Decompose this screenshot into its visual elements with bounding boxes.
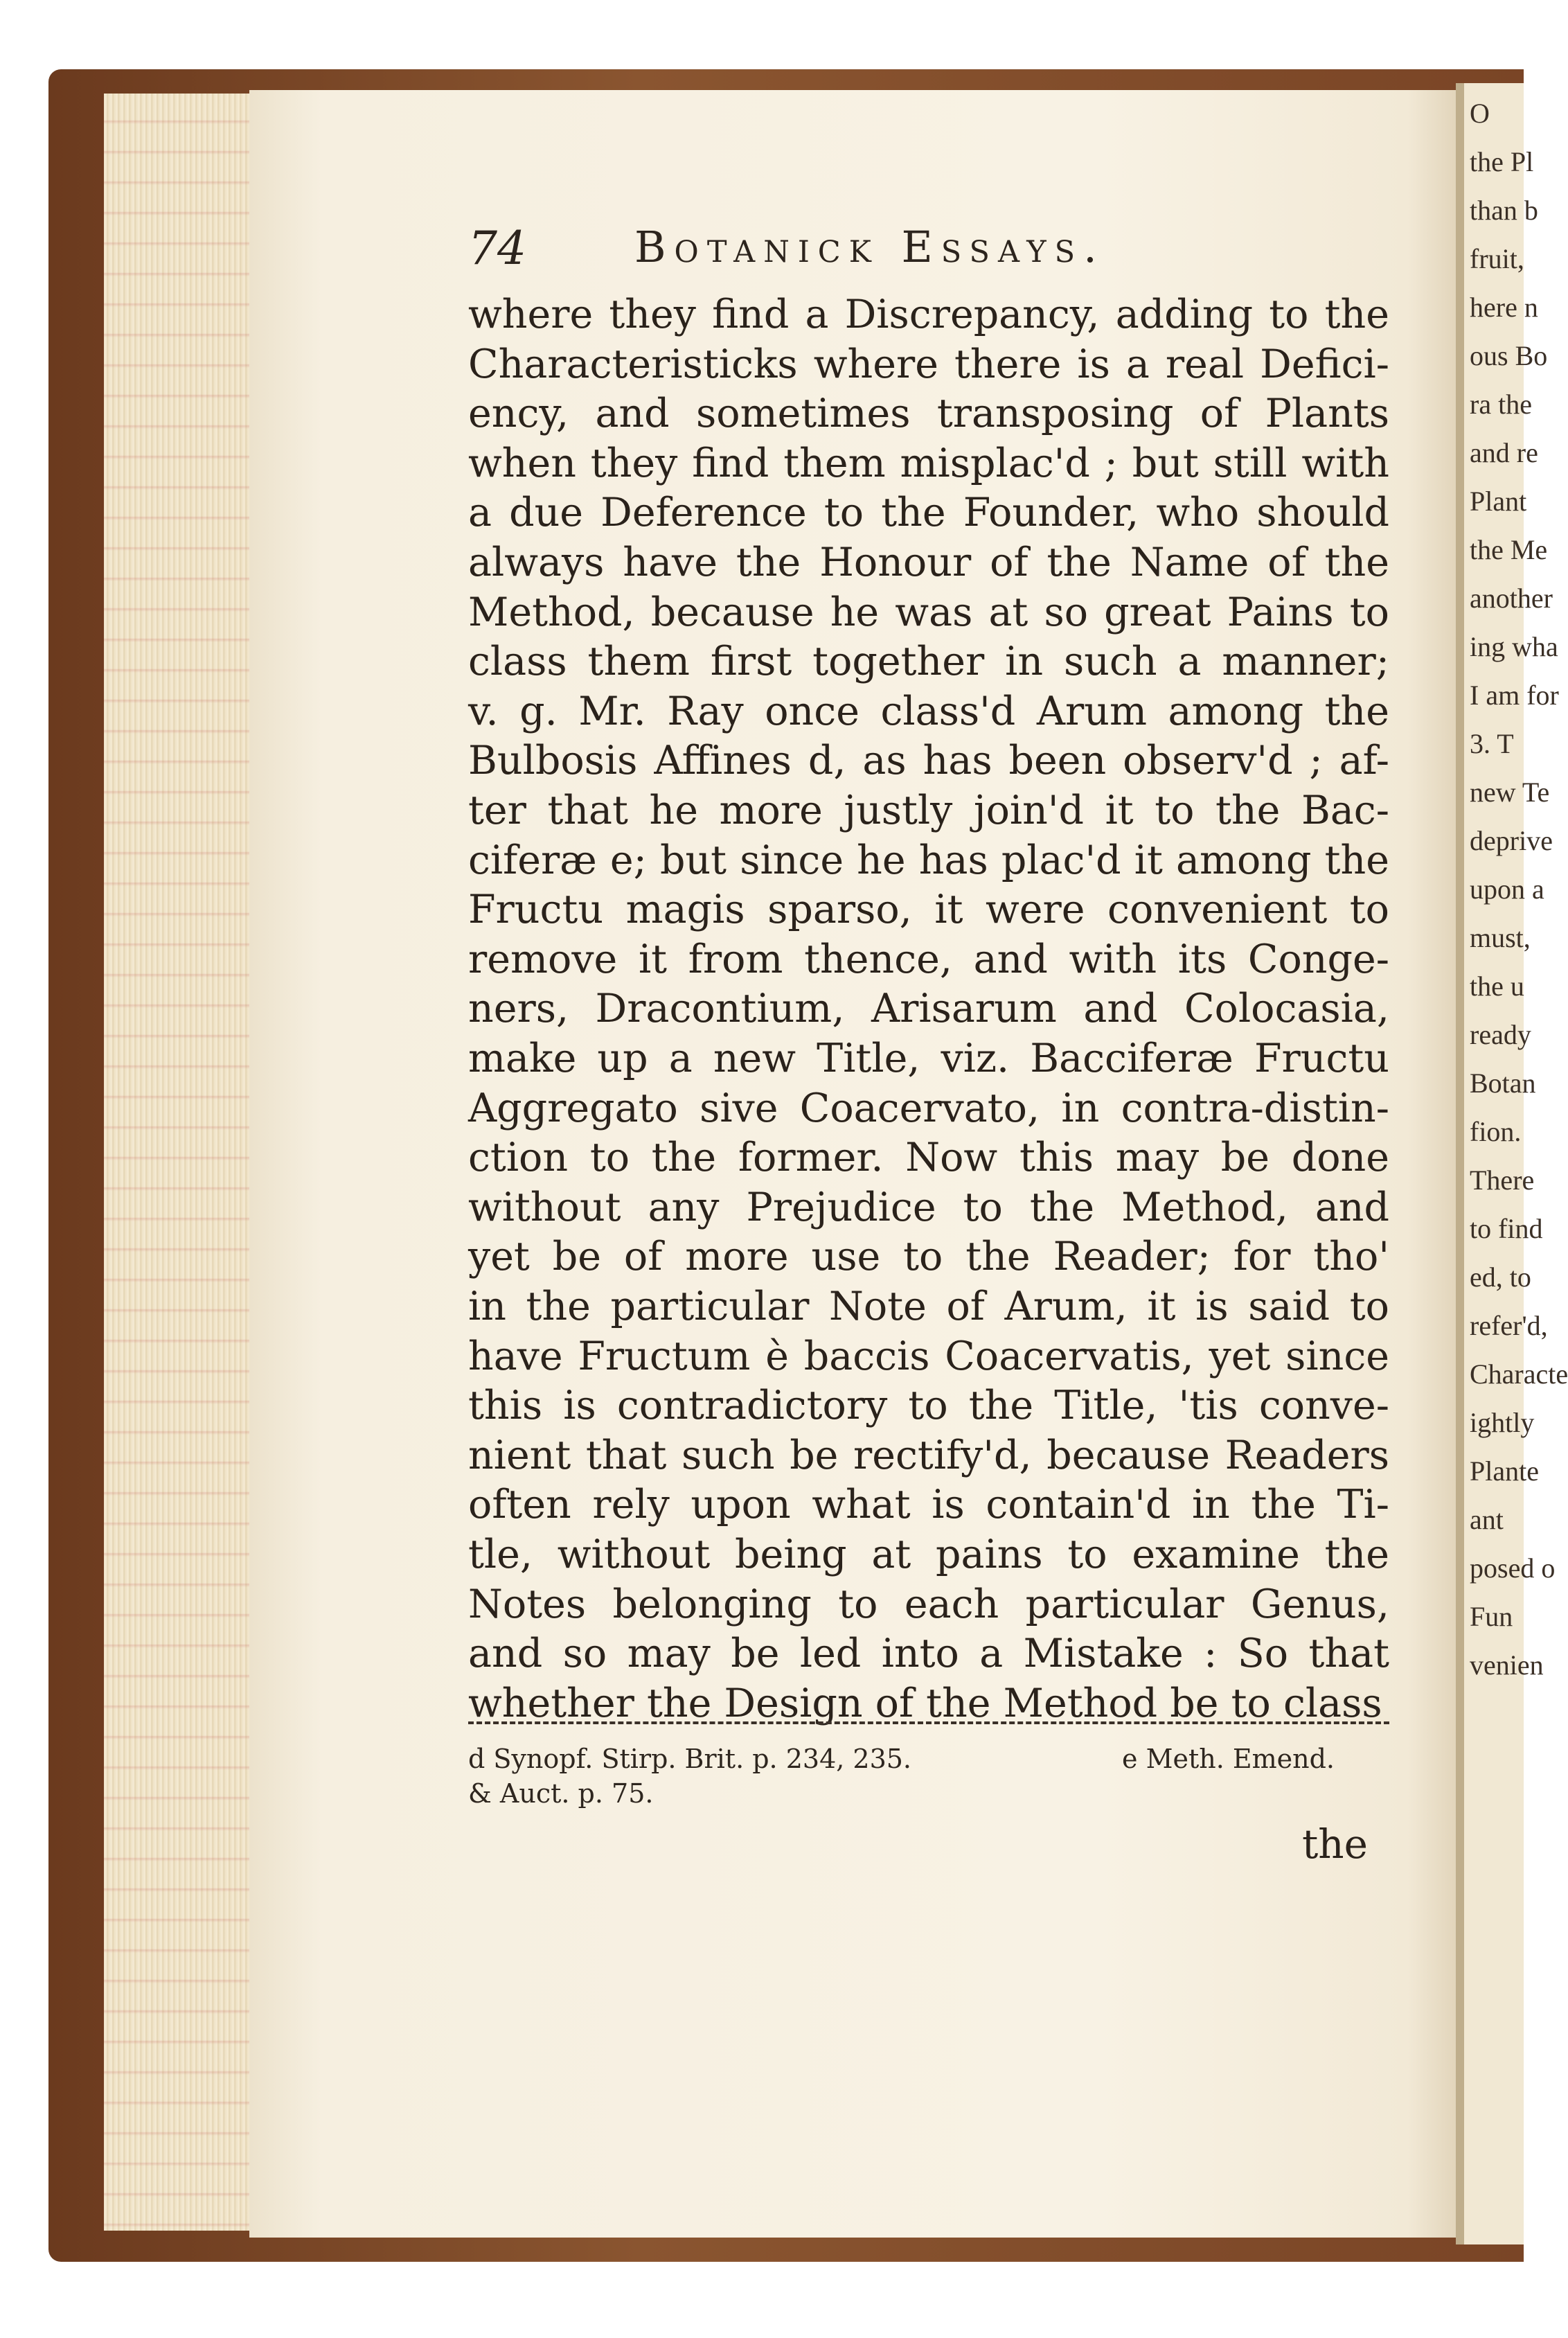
- body-line: without any Prejudice to the Method, and: [468, 1184, 1389, 1230]
- body-line: have Fructum è baccis Coacervatis, yet since: [468, 1333, 1389, 1379]
- running-title: Botanick Essays.: [634, 222, 1105, 272]
- footnote-rule: [468, 1721, 1389, 1724]
- facing-page-fragment: here n: [1470, 292, 1538, 323]
- facing-page-edge: [1464, 83, 1568, 2244]
- body-line: a due Deference to the Founder, who should: [468, 490, 1389, 536]
- facing-page-fragment: I am for: [1470, 680, 1559, 711]
- facing-page-fragment: fruit,: [1470, 243, 1524, 274]
- facing-page-fragment: Plant: [1470, 486, 1527, 517]
- body-line: ter that he more justly join'd it to the Bac-: [468, 788, 1389, 833]
- facing-page-fragment: There: [1470, 1164, 1535, 1196]
- body-line: tle, without being at pains to examine the: [468, 1532, 1389, 1577]
- facing-page-fragment: than b: [1470, 195, 1538, 226]
- facing-page-fragment: to find: [1470, 1213, 1543, 1244]
- body-line: yet be of more use to the Reader; for tho': [468, 1234, 1389, 1280]
- facing-page-fragment: fion.: [1470, 1116, 1522, 1147]
- facing-page-fragment: venien: [1470, 1649, 1544, 1681]
- facing-page-fragment: Fun: [1470, 1601, 1513, 1632]
- body-line: ction to the former. Now this may be done: [468, 1135, 1389, 1181]
- body-line: Notes belonging to each particular Genus,: [468, 1581, 1389, 1627]
- body-line: and so may be led into a Mistake : So that: [468, 1631, 1389, 1677]
- facing-page-fragment: ed, to: [1470, 1261, 1531, 1293]
- footnote-d: d Synopf. Stirp. Brit. p. 234, 235.: [468, 1744, 912, 1774]
- body-line: v. g. Mr. Ray once class'd Arum among the: [468, 688, 1389, 734]
- facing-page-fragment: the Pl: [1470, 146, 1534, 177]
- footnote-e: e Meth. Emend.: [1122, 1744, 1335, 1774]
- facing-page-fragment: deprive: [1470, 825, 1553, 856]
- facing-page-fragment: another: [1470, 583, 1553, 614]
- page-number: 74: [468, 222, 526, 275]
- catchword: the: [1302, 1821, 1368, 1868]
- gutter: [1456, 83, 1464, 2244]
- body-line: ners, Dracontium, Arisarum and Colocasia,: [468, 986, 1389, 1032]
- facing-page-fragment: Characte: [1470, 1358, 1568, 1390]
- body-line: make up a new Title, viz. Bacciferæ Fructu: [468, 1036, 1389, 1081]
- body-line: always have the Honour of the Name of the: [468, 540, 1389, 585]
- facing-page-fragment: the u: [1470, 971, 1524, 1002]
- facing-page-fragment: refer'd,: [1470, 1310, 1548, 1341]
- facing-page-fragment: the Me: [1470, 534, 1548, 565]
- body-line: when they find them misplac'd ; but still with: [468, 440, 1389, 486]
- facing-page-fragment: and re: [1470, 437, 1538, 468]
- facing-page-fragment: ant: [1470, 1504, 1504, 1535]
- facing-page-fragment: new Te: [1470, 777, 1550, 808]
- facing-page-fragment: Botan: [1470, 1068, 1536, 1099]
- facing-page-fragment: O: [1470, 98, 1490, 129]
- body-line: Method, because he was at so great Pains to: [468, 589, 1389, 635]
- facing-page-fragment: ra the: [1470, 389, 1532, 420]
- facing-page-fragment: upon a: [1470, 874, 1544, 905]
- body-line: Bulbosis Affines d, as has been observ'd ; af-: [468, 738, 1389, 784]
- facing-page-fragment: ightly: [1470, 1407, 1535, 1438]
- facing-page-fragment: ous Bo: [1470, 340, 1548, 371]
- body-line: class them first together in such a manner;: [468, 639, 1389, 685]
- facing-page-fragment: ready: [1470, 1019, 1531, 1050]
- body-line: Fructu magis sparso, it were convenient to: [468, 887, 1389, 933]
- footnote-d-continuation: & Auct. p. 75.: [468, 1778, 654, 1809]
- body-line: remove it from thence, and with its Conge-: [468, 936, 1389, 982]
- facing-page-fragment: 3. T: [1470, 728, 1514, 759]
- page-edges: [104, 94, 249, 2231]
- body-line: this is contradictory to the Title, 'tis conve-: [468, 1383, 1389, 1429]
- facing-page-fragment: must,: [1470, 922, 1531, 953]
- body-line: ency, and sometimes transposing of Plants: [468, 391, 1389, 437]
- body-line: Aggregato sive Coacervato, in contra-distin-: [468, 1085, 1389, 1131]
- page-header: [468, 222, 1389, 291]
- body-line: whether the Design of the Method be to class: [468, 1680, 1382, 1726]
- body-line: nient that such be rectify'd, because Readers: [468, 1432, 1389, 1478]
- body-line: in the particular Note of Arum, it is said to: [468, 1284, 1389, 1329]
- body-line: Characteristicks where there is a real Defici-: [468, 341, 1389, 387]
- body-line: often rely upon what is contain'd in the Ti-: [468, 1482, 1389, 1528]
- facing-page-fragment: ing wha: [1470, 631, 1558, 662]
- facing-page-fragment: posed o: [1470, 1552, 1556, 1584]
- body-line: where they find a Discrepancy, adding to the: [468, 292, 1389, 337]
- body-line: ciferæ e; but since he has plac'd it among the: [468, 837, 1389, 883]
- facing-page-fragment: Plante: [1470, 1455, 1539, 1487]
